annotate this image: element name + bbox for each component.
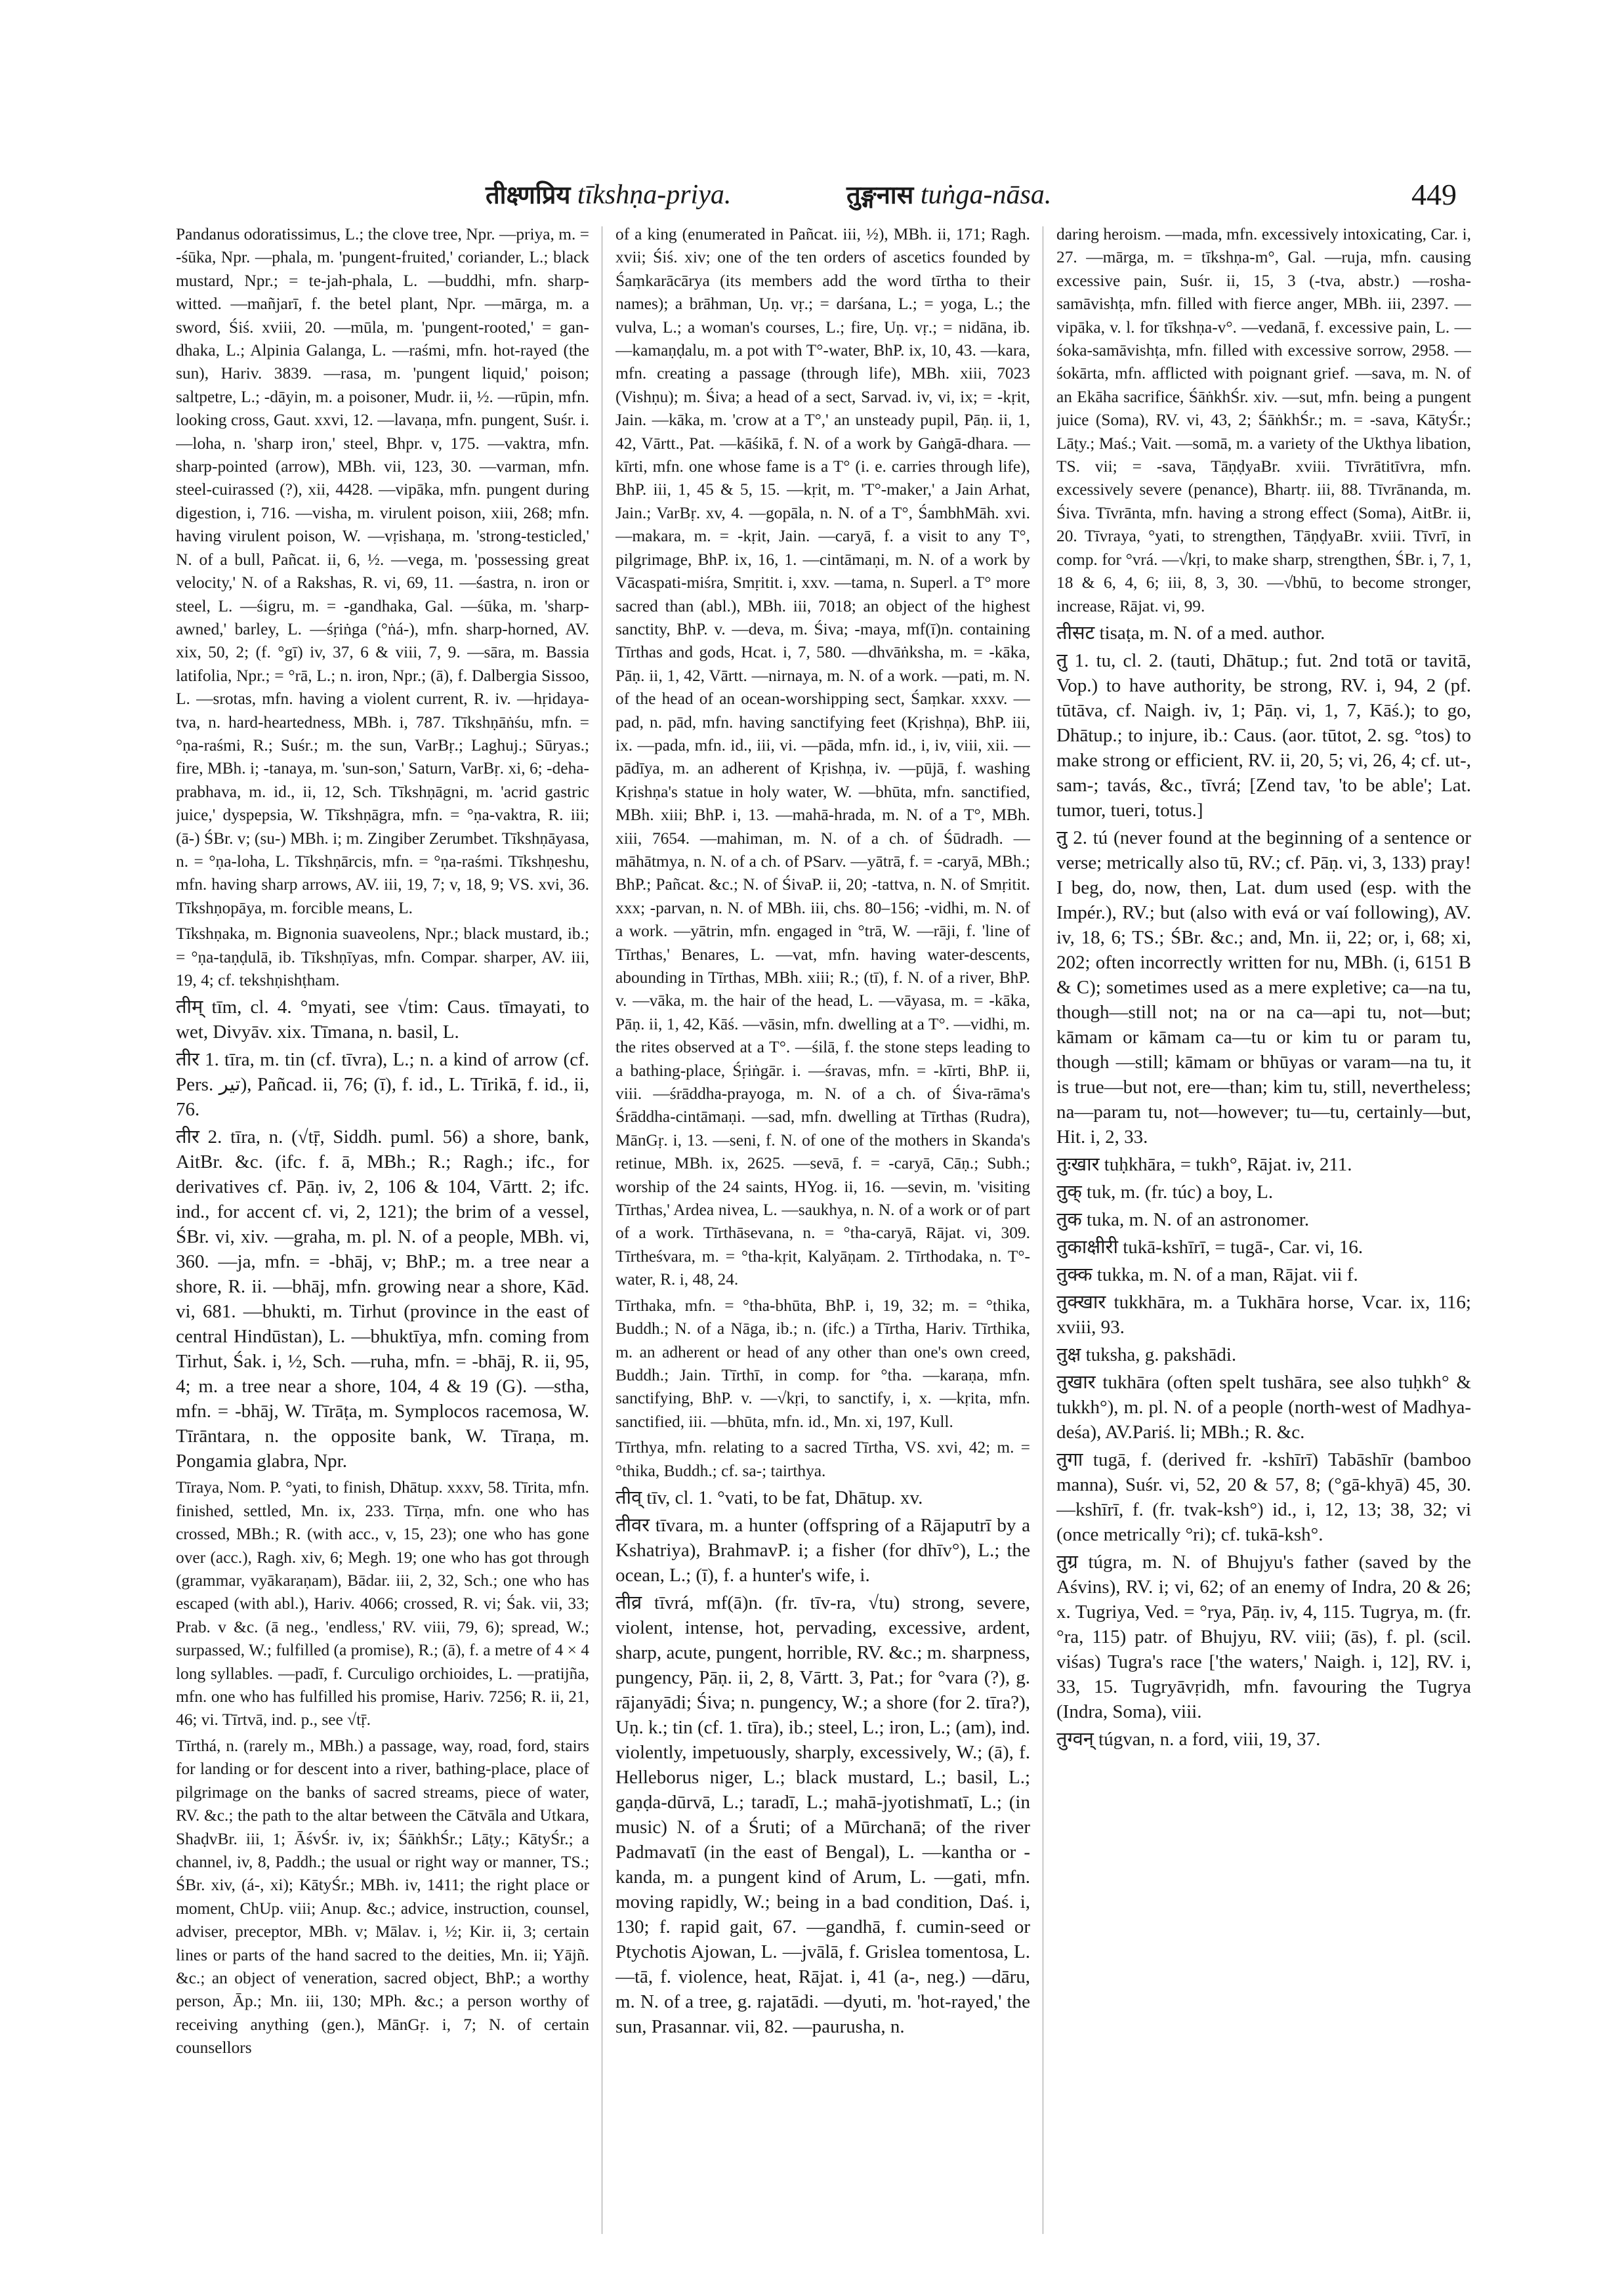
entry-paragraph: तु 2. tú (never found at the beginning of a sentence or verse; metrically also tū, RV.; cf. Pāṇ. vi, 3, 133) pray! I beg, do, now, then, Lat. dum used (esp. with the Impér.), RV.; but (also with evá or vaí following), AV. iv, 18, 6; TS.; ŚBr. &c.; and, Mn. ii, 22; or, i, 68; xi, 202; often incorrectly written for nu, MBh. (i, 6151 B & C); sometimes used as a mere expletive; ca—na tu, though—still not; na or na ca—api tu, not—but; kāmam or kāmam ca—tu or kim tu or param tu, though —still; kāmam or bhūyas or varam—na tu, it is true—but not, ere—than; kim tu, still, nevertheless; na—param tu, not—however; tu—tu, certainly—but, Hit. i, 2, 33. — [1056, 827, 1471, 1148]
entry-paragraph: तु 1. tu, cl. 2. (tauti, Dhātup.; fut. 2nd totā or tavitā, Vop.) to have authority, be strong, RV. i, 94, 2 (pf. tūtāva, cf. Naigh. iv, 1; Pāṇ. vi, 1, 7, Kāś.); to go, Dhātup.; to injure, ib.: Caus. (aor. tūtot, 2. sg. °tos) to make strong or efficient, RV. ii, 20, 5; vi, 26, 4; cf. ut-, sam-; tavás, &c., tīvrá; [Zend tav, 'to be able'; Lat. tumor, tueri, totus.] — [1056, 650, 1471, 821]
entry-paragraph: Tīkshṇaka, m. Bignonia suaveolens, Npr.; black mustard, ib.; = °ṇa-taṇḍulā, ib. Tīkshṇīyas, mfn. Compar. sharper, AV. iii, 19, 4; cf. tekshṇishṭham. — [176, 924, 589, 989]
entry-paragraph: Tīrthá, n. (rarely m., MBh.) a passage, way, road, ford, stairs for landing or for descent into a river, bathing-place, place of pilgrimage on the banks of sacred streams, piece of water, RV. &c.; the path to the altar between the Cātvāla and Utkara, ShaḍvBr. iii, 1; ĀśvŚr. iv, ix; ŚāṅkhŚr.; Lāṭy.; KātyŚr.; a channel, iv, 8, Paddh.; the usual or right way or manner, TS.; ŚBr. xiv, (á-, xi); KātyŚr.; MBh. iv, 1411; the right place or moment, ChUp. viii; Anup. &c.; advice, instruction, counsel, adviser, preceptor, MBh. v; Mālav. i, ½; Kir. ii, 3; certain lines or parts of the hand sacred to the deities, Mn. ii; Yājñ. &c.; an object of veneration, sacred object, BhP.; a worthy person, Āp.; Mn. iii, 130; MPh. &c.; a person worthy of receiving anything (gen.), MānGṛ. i, 7; N. of certain counsellors — [176, 1736, 589, 2057]
entry-paragraph: Tīrthya, mfn. relating to a sacred Tīrtha, VS. xvi, 42; m. = °thika, Buddh.; cf. sa-; tairthya. — [615, 1438, 1030, 1480]
header-right-transliteration: tuṅga-nāsa. — [920, 180, 1052, 210]
entry-paragraph: तुकाक्षीरी tukā-kshīrī, = tugā-, Car. vi, 16. — [1056, 1236, 1364, 1258]
entry-paragraph: तुक tuka, m. N. of an astronomer. — [1056, 1209, 1310, 1230]
entry-paragraph: तुक्क tukka, m. N. of a man, Rājat. vii f. — [1056, 1264, 1358, 1285]
entry-paragraph: तीसट tisaṭa, m. N. of a med. author. — [1056, 622, 1325, 644]
entry-paragraph: तुक्ष tuksha, g. pakshādi. — [1056, 1344, 1237, 1365]
page-number: 449 — [1411, 178, 1457, 211]
entry-paragraph: तीर 1. tīra, m. tin (cf. tīvra), L.; n. a kind of arrow (cf. Pers. تير), Pañcad. ii, 76; (ī), f. id., L. Tīrikā, f. id., ii, 76. — [176, 1049, 589, 1121]
entry-paragraph: तीवर tīvara, m. a hunter (offspring of a Rājaputrī by a Kshatriya), BrahmavP. i; a fisher (for dhīv°), L.; the ocean, L.; (ī), f. a hunter's wife, i. — [615, 1514, 1030, 1586]
entry-paragraph: Tīraya, Nom. P. °yati, to finish, Dhātup. xxxv, 58. Tīrita, mfn. finished, settled, Mn. ix, 233. Tīrṇa, mfn. one who has crossed, MBh.; R. (with acc., v, 15, 23); one who has gone over (acc.), Ragh. xiv, 6; Megh. 19; one who has got through (grammar, vyākaraṇam), Bādar. iii, 2, 32, Sch.; one who has escaped (with abl.), Hariv. 4066; crossed, R. vi; Śak. vii, 33; Prab. v &c. (ā neg., 'endless,' RV. viii, 79, 6); spread, W.; surpassed, W.; fulfilled (a promise), R.; (ā), f. a metre of 4 × 4 long syllables. —padī, f. Curculigo orchioides, L. —pratijña, mfn. one who has fulfilled his promise, Hariv. 7256; R. ii, 21, 46; vi. Tīrtvā, ind. p., see √tṝ. — [176, 1478, 589, 1729]
entry-paragraph: तुक्खार tukkhāra, m. a Tukhāra horse, Vcar. ix, 116; xviii, 93. — [1056, 1291, 1471, 1338]
entry-paragraph: तुःखार tuḥkhāra, = tukh°, Rājat. iv, 211. — [1056, 1153, 1352, 1175]
entry-paragraph: of a king (enumerated in Pañcat. iii, ½), MBh. ii, 171; Ragh. xvii; Śiś. xiv; one of the ten orders of ascetics founded by Śaṃkarācārya (its members add the word tīrtha to their names); a brāhman, Uṇ. vṛ.; = darśana, L.; = yoga, L.; the vulva, L.; a woman's courses, L.; fire, Uṇ. vṛ.; = nidāna, ib. —kamaṇḍalu, m. a pot with T°-water, BhP. ix, 10, 43. —kara, mfn. creating a passage (through life), MBh. xiii, 7023 (Vishṇu); m. Śiva; a head of a sect, Sarvad. iv, vi, ix; = -kṛit, Jain. —kāka, m. 'crow at a T°,' an unsteady pupil, Pāṇ. ii, 1, 42, Vārtt., Pat. —kāśikā, f. N. of a work by Gaṅgā-dhara. —kīrti, mfn. one whose fame is a T° (i. e. carries through life), BhP. iii, 1, 45 & 5, 15. —kṛit, m. 'T°-maker,' a Jain Arhat, Jain.; VarBṛ. xv, 4. —gopāla, n. N. of a T°, ŚambhMāh. xvi. —makara, m. = -kṛit, Jain. —caryā, f. a visit to any T°, pilgrimage, BhP. ix, 16, 1. —cintāmaṇi, m. N. of a work by Vācaspati-miśra, Smṛitit. i, xxv. —tama, n. Superl. a T° more sacred than (abl.), MBh. iii, 7018; an object of the highest sanctity, BhP. v. —deva, m. Śiva; -maya, mf(ī)n. containing Tīrthas and gods, Hcat. i, 7, 580. —dhvāṅksha, m. = -kāka, Pāṇ. ii, 1, 42, Vārtt. —nirnaya, m. N. of a work. —pati, m. N. of the head of an ocean-worshipping sect, Śaṃkar. xxxv. —pad, n. pād, mfn. having sanctifying feet (Kṛishṇa), BhP. iii, ix. —pada, mfn. id., iii, vi. —pāda, mfn. id., i, iv, viii, xii. —pādīya, m. an adherent of Kṛishṇa, iv. —pūjā, f. washing Kṛishṇa's statue in holy water, W. —bhūta, mfn. sanctified, MBh. xiii; BhP. i, 13. —mahā-hrada, m. N. of a T°, MBh. xiii, 7654. —mahiman, m. N. of a ch. of Śūdradh. —māhātmya, n. N. of a ch. of PSarv. —yātrā, f. = -caryā, MBh.; BhP.; Pañcat. &c.; N. of ŚivaP. ii, 20; -tattva, n. N. of Smṛitit. xxx; -parvan, n. N. of MBh. iii, chs. 80–156; -vidhi, m. N. of a work. —yātrin, mfn. engaged in °trā, W. —rāji, f. 'line of Tīrthas,' Benares, L. —vat, mfn. having water-descents, abounding in Tīrthas, MBh. xiii; R.; (tī), f. N. of a river, BhP. v. —vāka, m. the hair of the head, L. —vāyasa, m. = -kāka, Pāṇ. ii, 1, 42, Kāś. —vāsin, mfn. dwelling at a T°. —vidhi, m. the rites observed at a T°. —śilā, f. the stone steps leading to a bathing-place, Śṛiṅgār. i. —śravas, mfn. = -kīrti, BhP. ii, viii. —śrāddha-prayoga, m. N. of a ch. of Śiva-rāma's Śrāddha-cintāmaṇi. —sad, mfn. dwelling at Tīrthas (Rudra), MānGṛ. i, 13. —seni, f. N. of one of the mothers in Skanda's retinue, MBh. ix, 2625. —sevā, f. = -caryā, Cāṇ.; Subh.; worship of the 24 saints, HYog. ii, 16. —sevin, m. 'visiting Tīrthas,' Ardea nivea, L. —saukhya, n. N. of a work or of part of a work. Tīrthāsevana, n. = °tha-caryā, Rājat. vi, 309. Tīrtheśvara, m. = °tha-kṛit, Kalyāṇam. 2. Tīrthodaka, n. T°-water, R. i, 48, 24. — [615, 225, 1030, 1289]
header-right-devanagari: तुङ्गनास — [846, 180, 914, 209]
entry-paragraph: तीर 2. tīra, n. (√tṝ, Siddh. puml. 56) a shore, bank, AitBr. &c. (ifc. f. ā, MBh.; R.; Ragh.; ifc., for derivatives cf. Pāṇ. iv, 2, 106 & 104, Vārtt. 2; ifc. ind., for accent cf. vi, 2, 121); the brim of a vessel, ŚBr. vi, xiv. —graha, m. pl. N. of a people, MBh. vi, 360. —ja, mfn. = -bhāj, v; BhP.; m. a tree near a shore, R. ii. —bhāj, mfn. growing near a shore, Kād. vi, 681. —bhukti, m. Tirhut (province in the east of central Hindūstan), L. —bhuktīya, mfn. coming from Tirhut, Śak. i, ½, Sch. —ruha, mfn. = -bhāj, R. ii, 95, 4; m. a tree near a shore, 104, 4 & 19 (G). —stha, mfn. = -bhāj, W. Tīrāṭa, m. Symplocos racemosa, W. Tīrāntara, n. the opposite bank, W. Tīraṇa, m. Pongamia glabra, Npr. — [176, 1127, 589, 1472]
entry-paragraph: तुगा tugā, f. (derived fr. -kshīrī) Tabāshīr (bamboo manna), Suśr. vi, 52, 20 & 57, 8; (°gā-khyā) 45, 30. —kshīrī, f. (fr. tvak-ksh°) id., i, 12, 13; 38, 32; vi (once metrically °ri); cf. tukā-ksh°. — [1056, 1449, 1471, 1545]
text-column-2 — [615, 223, 1030, 2244]
entry-paragraph: तीव् tīv, cl. 1. °vati, to be fat, Dhātup. xv. — [615, 1487, 923, 1508]
header-right-headword — [846, 177, 1051, 211]
header-left-headword — [486, 177, 731, 211]
entry-paragraph: तीम् tīm, cl. 4. °myati, see √tim: Caus. tīmayati, to wet, Divyāv. xix. Tīmana, n. basil, L. — [176, 997, 589, 1043]
entry-paragraph: तुग्वन् túgvan, n. a ford, viii, 19, 37. — [1056, 1728, 1321, 1750]
entry-paragraph: तुग्र túgra, m. N. of Bhujyu's father (saved by the Aśvins), RV. i; vi, 62; of an enemy of Indra, 20 & 26; x. Tugriya, Ved. = °rya, Pāṇ. iv, 4, 115. Tugrya, m. (fr. °ra, 115) patr. of Bhujyu, RV. viii; (ās), f. pl. (scil. viśas) Tugra's race ['the waters,' Naigh. i, 12], RV. i, 33, 15. Tugryāvṛidh, mfn. favouring the Tugrya (Indra, Soma), viii. — [1056, 1551, 1471, 1722]
running-header — [177, 177, 1457, 217]
entry-paragraph: daring heroism. —mada, mfn. excessively intoxicating, Car. i, 27. —mārga, m. = tīkshṇa-m°, Gal. —ruja, mfn. causing excessive pain, Suśr. ii, 15, 3 (-tva, abstr.) —rosha-samāvishṭa, mfn. filled with fierce anger, MBh. iii, 2397. —vipāka, v. l. for tīkshṇa-v°. —vedanā, f. excessive pain, L. —śoka-samāvishṭa, mfn. filled with excessive sorrow, 2958. —śokārta, mfn. afflicted with poignant grief. —sava, m. N. of an Ekāha sacrifice, ŚāṅkhŚr. xiv. —sut, mfn. being a pungent juice (Soma), RV. vi, 43, 2; ŚāṅkhŚr.; m. = -sava, KātyŚr.; Lāṭy.; Maś.; Vait. —somā, m. a variety of the Ukthya libation, TS. vii; = -sava, TāṇḍyaBr. xviii. Tīvrātitīvra, mfn. excessively severe (penance), Bhartṛ. iii, 88. Tīvrānanda, m. Śiva. Tīvrānta, mfn. having a strong effect (Soma), AitBr. ii, 20. Tīvraya, °yati, to strengthen, TāṇḍyaBr. xviii. Tīvrī, in comp. for °vrá. —√kṛi, to make sharp, strengthen, ŚBr. i, 7, 1, 18 & 6, 4, 6; iii, 8, 3, 30. —√bhū, to become stronger, increase, Rājat. vi, 99. — [1056, 225, 1471, 615]
entry-paragraph: तीव्र tīvrá, mf(ā)n. (fr. tīv-ra, √tu) strong, severe, violent, intense, hot, pervading, excessive, ardent, sharp, acute, pungent, horrible, RV. &c.; m. sharpness, pungency, Pāṇ. ii, 2, 8, Vārtt. 3, Pat.; for °vara (?), g. rājanyādi; Śiva; n. pungency, W.; a shore (for 2. tīra?), Uṇ. k.; tin (cf. 1. tīra), ib.; steel, L.; iron, L.; (am), ind. violently, impetuously, sharply, excessively, W.; (ā), f. Helleborus niger, L.; black mustard, L.; basil, L.; gaṇḍa-dūrvā, L.; taradī, L.; mahā-jyotishmatī, L.; (in music) N. of a Śruti; of a Mūrchanā; of the river Padmavatī (in the east of Bengal), L. —kantha or -kanda, m. a pungent kind of Arum, L. —gati, mfn. moving rapidly, W.; being in a bad condition, Daś. i, 130; f. rapid gait, 67. —gandhā, f. cumin-seed or Ptychotis Ajowan, L. —jvālā, f. Grislea tomentosa, L. —tā, f. violence, heat, Rājat. i, 41 (a-, neg.) —dāru, m. N. of a tree, g. rajatādi. —dyuti, m. 'hot-rayed,' the sun, Prasannar. vii, 82. —paurusha, n. — [615, 1592, 1030, 2037]
header-left-devanagari: तीक्ष्णप्रिय — [486, 180, 571, 209]
entry-paragraph: तुखार tukhāra (often spelt tushāra, see also tuḥkh° & tukkh°), m. pl. N. of a people (north-west of Madhya-deśa), AV.Pariś. li; MBh.; R. &c. — [1056, 1371, 1471, 1443]
entry-paragraph: Pandanus odoratissimus, L.; the clove tree, Npr. —priya, m. = -śūka, Npr. —phala, m. 'pungent-fruited,' coriander, L.; black mustard, Npr.; = te-jah-phala, L. —buddhi, mfn. sharp-witted. —mañjarī, f. the betel plant, Npr. —mārga, m. a sword, Śiś. xviii, 20. —mūla, m. 'pungent-rooted,' = gan-dhaka, L.; Alpinia Galanga, L. —raśmi, mfn. hot-rayed (the sun), Hariv. 3839. —rasa, m. 'pungent liquid,' poison; saltpetre, L.; -dāyin, m. a poisoner, Mudr. ii, ½. —rūpin, mfn. looking cross, Gaut. xxvi, 12. —lavaṇa, mfn. pungent, Suśr. i. —loha, n. 'sharp iron,' steel, Bhpr. v, 175. —vaktra, mfn. sharp-pointed (arrow), MBh. vii, 123, 30. —varman, mfn. steel-cuirassed (?), xii, 4428. —vipāka, mfn. pungent during digestion, i, 716. —visha, m. virulent poison, xiii, 268; mfn. having virulent poison, W. —vṛishaṇa, m. 'strong-testicled,' N. of a bull, Pañcat. ii, 6, ½. —vega, m. 'possessing great velocity,' N. of a Rakshas, R. vi, 69, 11. —śastra, n. iron or steel, L. —śigru, m. = -gandhaka, Gal. —śūka, m. 'sharp-awned,' barley, L. —śṛiṅga (°ṅá-), mfn. sharp-horned, AV. xix, 50, 2; (f. °gī) iv, 37, 6 & viii, 7, 9. —sāra, m. Bassia latifolia, Npr.; = °rā, L.; n. iron, Npr.; (ā), f. Dalbergia Sissoo, L. —srotas, mfn. having a violent current, R. iv. —hṛidaya-tva, n. hard-heartedness, MBh. i, 787. Tīkshṇāṅśu, mfn. = °ṇa-raśmi, R.; Suśr.; m. the sun, VarBṛ.; Laghuj.; Sūryas.; fire, MBh. i; -tanaya, m. 'sun-son,' Saturn, VarBṛ. xi, 6; -deha-prabhava, m. id., ii, 12, Sch. Tīkshṇāgni, m. 'acrid gastric juice,' dyspepsia, W. Tīkshṇāgra, mfn. = °ṇa-vaktra, R. iii; (ā-) ŚBr. v; (su-) MBh. i; m. Zingiber Zerumbet. Tīkshṇāyasa, n. = °ṇa-loha, L. Tīkshṇārcis, mfn. = °ṇa-raśmi. Tīkshṇeshu, mfn. having sharp arrows, AV. iii, 19, 7; v, 18, 9; VS. xvi, 36. Tīkshṇopāya, m. forcible means, L. — [176, 225, 589, 917]
text-column-3 — [1056, 223, 1471, 2244]
entry-paragraph: तुक् tuk, m. (fr. túc) a boy, L. — [1056, 1181, 1274, 1203]
text-column-1 — [176, 223, 589, 2244]
entry-paragraph: Tīrthaka, mfn. = °tha-bhūta, BhP. i, 19, 32; m. = °thika, Buddh.; N. of a Nāga, ib.; n. (ifc.) a Tīrtha, Hariv. Tīrthika, m. an adherent or head of any other than one's own creed, Buddh.; Jain. Tīrthī, in comp. for °tha. —karaṇa, mfn. sanctifying, BhP. v. —√kṛi, to sanctify, i, x. —kṛita, mfn. sanctified, iii. —bhūta, mfn. id., Mn. xi, 197, Kull. — [615, 1296, 1030, 1431]
header-left-transliteration: tīkshṇa-priya. — [577, 180, 732, 210]
